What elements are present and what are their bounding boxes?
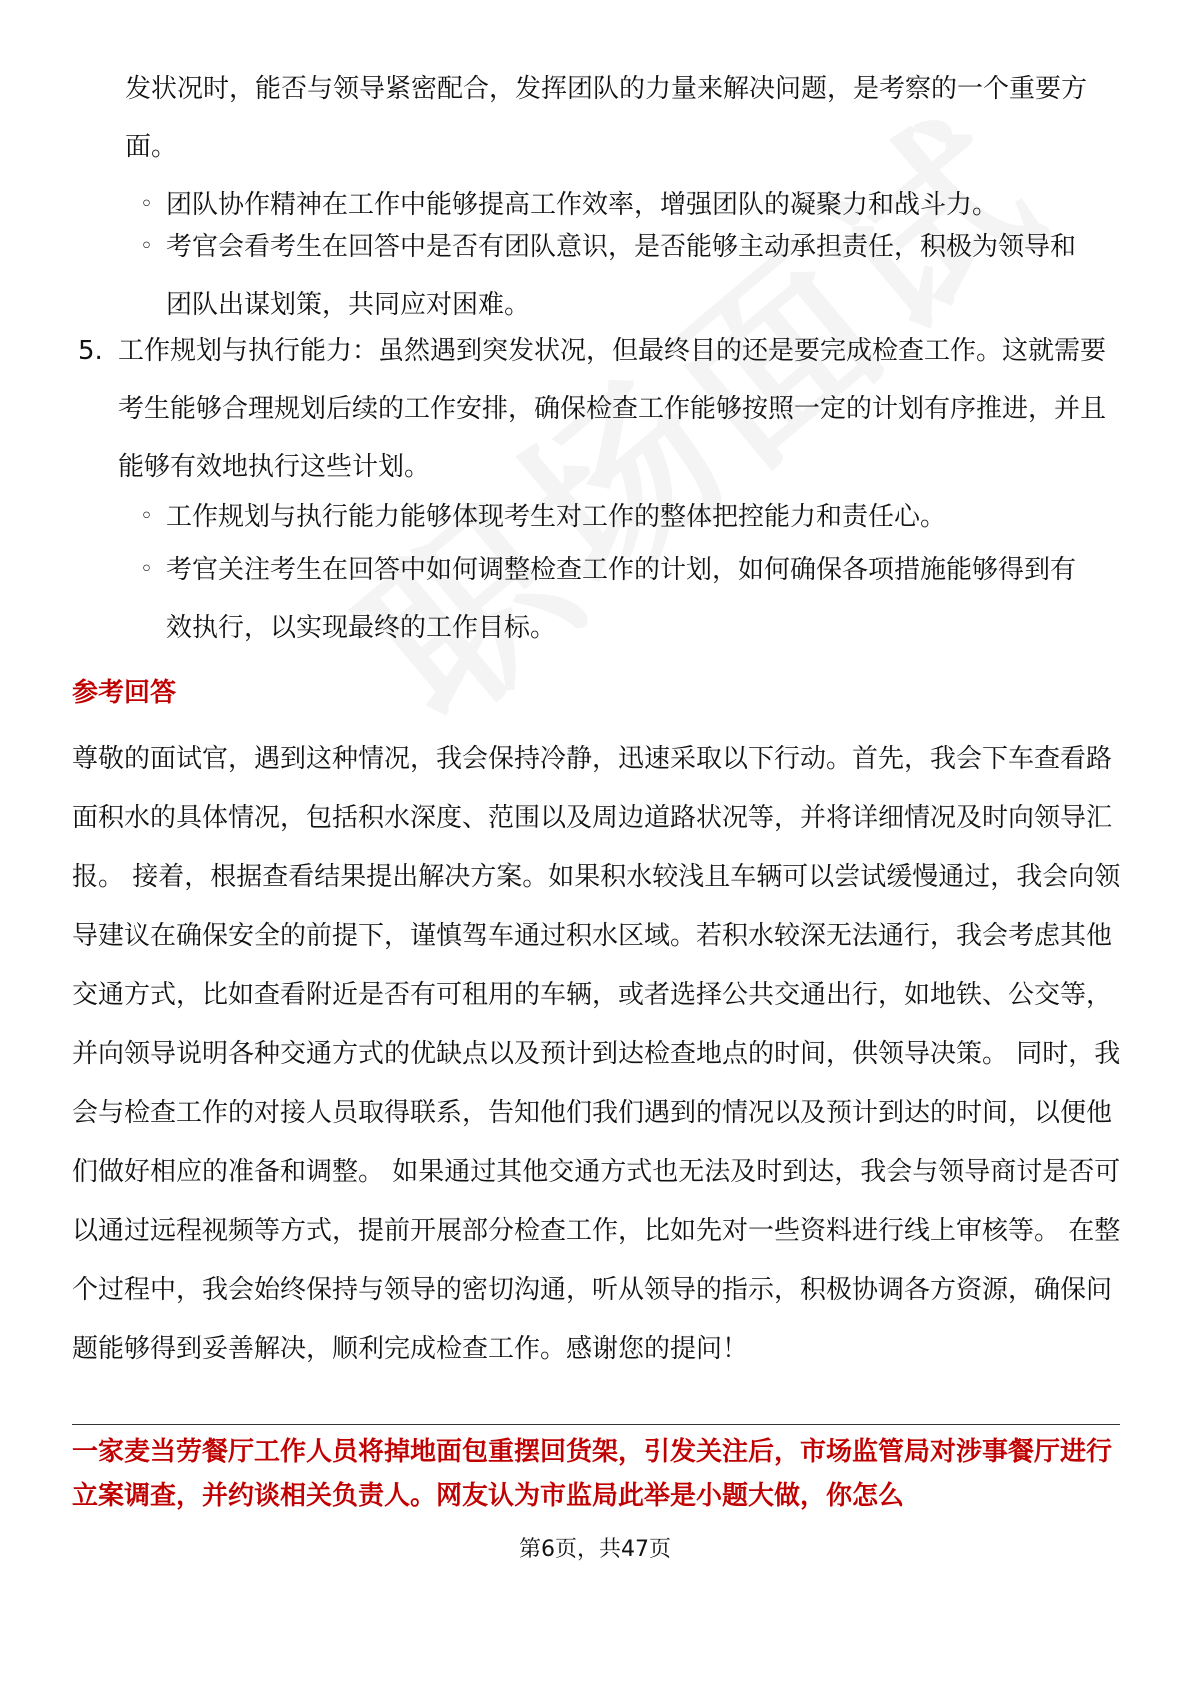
bullet-text: 工作规划与执行能力能够体现考生对工作的整体把控能力和责任心。	[166, 502, 947, 532]
bullet-text: 考官关注考生在回答中如何调整检查工作的计划，如何确保各项措施能够得到有效执行，以实现最终的工作目标。	[166, 555, 1077, 643]
bullet-text: 团队协作精神在工作中能够提高工作效率，增强团队的凝聚力和战斗力。	[166, 190, 999, 220]
reference-answer-paragraph: 尊敬的面试官，遇到这种情况，我会保持冷静，迅速采取以下行动。首先，我会下车查看路面积水的具体情况，包括积水深度、范围以及周边道路状况等，并将详细情况及时向领导汇报。 接着，根据查看结果提出解决方案。如果积水较浅且车辆可以尝试缓慢通过，我会向领导建议在确保安全的前提下，谨慎驾车通过积水区域。若积水较深无法通行，我会考虑其他交通方式，比如查看附近是否有可租用的车辆，或者选择公共交通出行，如地铁、公交等，并向领导说明各种交通方式的优缺点以及预计到达检查地点的时间，供领导决策。 同时，我会与检查工作的对接人员取得联系，告知他们我们遇到的情况以及预计到达的时间，以便他们做好相应的准备和调整。 如果通过其他交通方式也无法及时到达，我会与领导商讨是否可以通过远程视频等方式，提前开展部分检查工作，比如先对一些资料进行线上审核等。 在整个过程中，我会始终保持与领导的密切沟通，听从领导的指示，积极协调各方资源，确保问题能够得到妥善解决，顺利完成检查工作。感谢您的提问！	[72, 744, 1121, 1364]
bullet-icon: ◦	[140, 504, 153, 529]
bullet-icon: ◦	[140, 192, 153, 217]
item-number: 5.	[78, 336, 103, 366]
next-question-text: 一家麦当劳餐厅工作人员将掉地面包重摆回货架，引发关注后，市场监管局对涉事餐厅进行立案调查，并约谈相关负责人。网友认为市监局此举是小题大做，你怎么	[72, 1437, 1113, 1511]
reference-answer-title: 参考回答	[72, 678, 177, 708]
divider	[72, 1424, 1120, 1425]
bullet-icon: ◦	[140, 234, 153, 259]
page-number: 第6页，共47页	[519, 1537, 671, 1562]
bullet-icon: ◦	[140, 557, 153, 582]
item-text: 工作规划与执行能力：虽然遇到突发状况，但最终目的还是要完成检查工作。这就需要考生能够合理规划后续的工作安排，确保检查工作能够按照一定的计划有序推进，并且能够有效地执行这些计划。	[118, 336, 1107, 482]
intro-continuation-paragraph: 发状况时，能否与领导紧密配合，发挥团队的力量来解决问题，是考察的一个重要方面。	[125, 74, 1088, 162]
bullet-text: 考官会看考生在回答中是否有团队意识，是否能够主动承担责任，积极为领导和团队出谋划策，共同应对困难。	[166, 232, 1077, 320]
